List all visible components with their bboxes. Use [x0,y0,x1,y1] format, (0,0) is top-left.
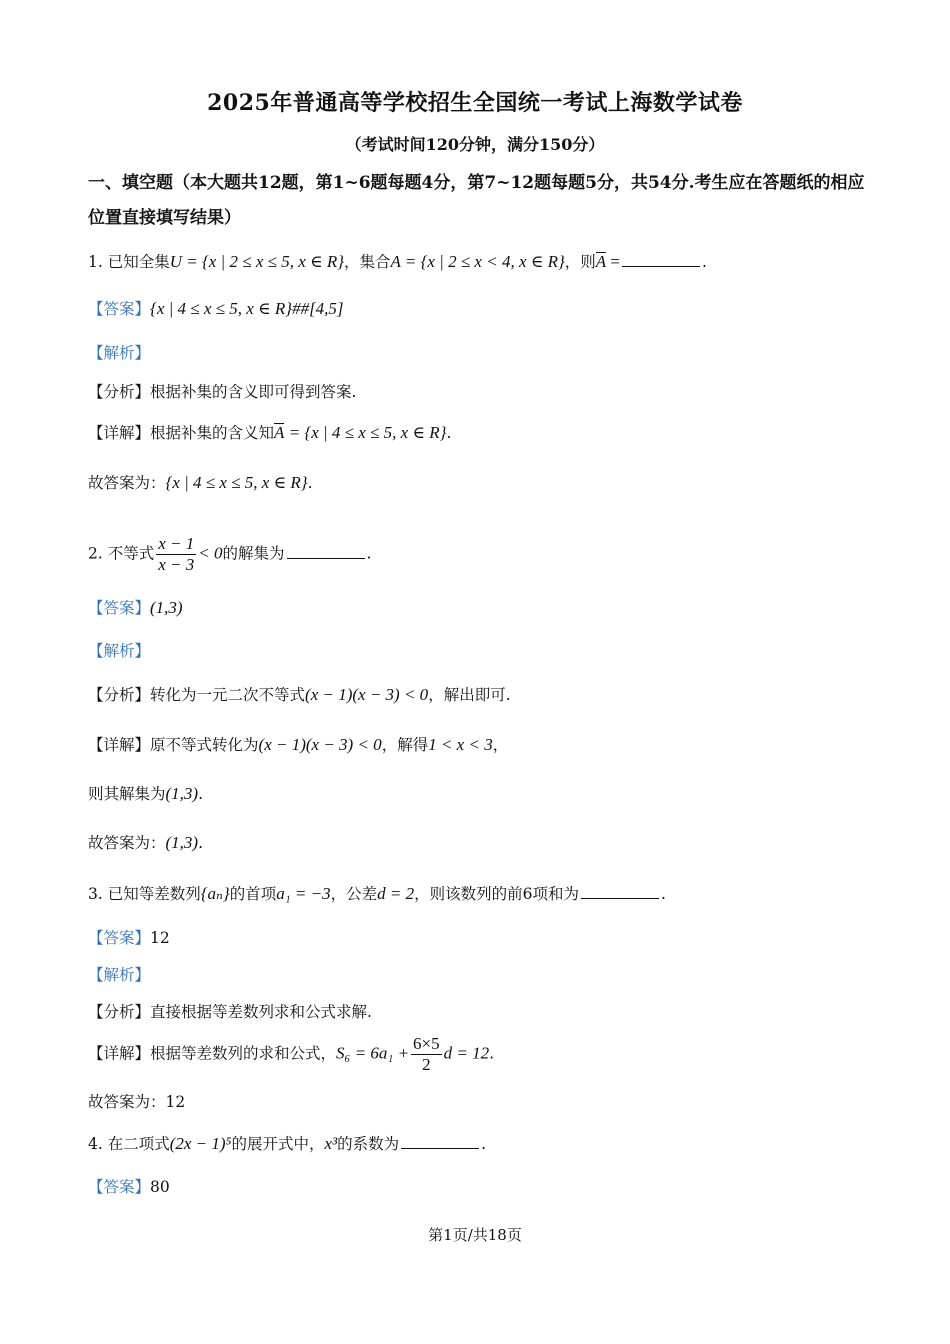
question-1 [88,250,707,274]
q2-analysis-line [88,639,150,663]
q3-mid2: ，公差 [330,885,378,903]
q1-detail-text: 根据补集的含义知 [150,424,275,442]
q3-answer-tag: 【答案】 [88,929,151,947]
q2-then-line [88,782,203,806]
q4-answer-line [88,1175,170,1199]
q3-detail-line: 【详解】根据等差数列的求和公式，S₆ = 6a₁ + $\frac{6\times 5}{2}$ d = 12. [88,1034,495,1074]
q1-blank [622,252,700,267]
q1-final: {x | 4 ≤ x ≤ 5, x ∈ R} [165,473,308,492]
q2-fenxi-end: ，解出即可. [428,686,511,704]
q3-d: d = 2 [377,884,415,903]
q2-answer: (1,3) [150,598,183,617]
q3-fenxi-tag: 【分析】 [88,1003,151,1021]
q1-end: ，则 [564,253,596,271]
q4-prefix: 4. 在二项式 [88,1135,170,1153]
q2-answer-line [88,596,183,620]
q3-seq: {aₙ} [200,884,230,903]
q3-frac-den: 2 [422,1055,431,1074]
q1-mid: ，集合 [344,253,391,271]
q2-fraction [156,534,196,575]
page-title: 2025年普通高等学校招生全国统一考试上海数学试卷 [207,90,743,116]
q1-detail-tag: 【详解】 [88,424,151,442]
q2-then-math: (1,3) [165,784,199,803]
q1-detail-complement: A [274,423,285,442]
q3-fenxi-line [88,1000,372,1024]
q2-detail-text: 原不等式转化为 [150,736,259,754]
q4-answer-tag: 【答案】 [88,1178,151,1196]
q1-detail-line: 【详解】根据补集的含义知A = {x | 4 ≤ x ≤ 5, x ∈ R}. [88,423,452,442]
q1-answer-line [88,297,344,321]
q1-analysis-line [88,341,150,365]
q2-frac-num: x − 1 [158,534,195,553]
q2-analysis-tag: 【解析】 [88,642,151,660]
q1-final-line: 故答案为：{x | 4 ≤ x ≤ 5, x ∈ R}. [88,473,313,492]
q3-fraction [411,1034,442,1075]
q3-mid1: 的首项 [229,885,277,903]
q2-detail-math: (x − 1)(x − 3) < 0 [258,735,382,754]
page-footer: 第1页/共18页 [428,1226,522,1244]
q4-expr: (2x − 1)⁵ [169,1134,232,1153]
q1-answer: {x | 4 ≤ x ≤ 5, x ∈ R} [150,299,293,318]
q3-detail-lhs: S₆ = 6a₁ + [336,1043,410,1063]
q3-final-label: 故答案为： [88,1093,166,1111]
q2-then-end: . [198,785,204,803]
q2-fenxi-math: (x − 1)(x − 3) < 0 [305,685,429,704]
q3-analysis-tag: 【解析】 [88,966,151,984]
q3-fenxi-text: 直接根据等差数列求和公式求解. [150,1003,372,1021]
q1-answer-alt: [4,5] [309,299,344,318]
q2-final-line: 故答案为：(1,3). [88,833,204,852]
q2-detail-math2: 1 < x < 3 [428,735,493,754]
q2-final: (1,3) [165,833,199,852]
question-2 [88,534,371,575]
q3-final: 12 [165,1093,186,1111]
q3-prefix: 3. 已知等差数列 [88,885,201,903]
q3-answer: 12 [150,929,170,947]
q1-fenxi-tag: 【分析】 [88,383,151,401]
q1-eq: = [606,252,621,271]
q1-fenxi-text: 根据补集的含义即可得到答案. [150,383,357,401]
q2-period: . [366,544,372,563]
q2-prefix: 2. 不等式 [88,544,155,563]
q3-suffix: ，则该数列的前6项和为 [414,885,579,903]
q2-suffix: 的解集为 [222,544,285,563]
question-3 [88,882,666,906]
q2-final-label: 故答案为： [88,834,166,852]
q1-fenxi-line [88,380,356,404]
q3-answer-line [88,926,170,950]
q2-detail-line [88,733,508,757]
q1-analysis-tag: 【解析】 [88,344,151,362]
q3-detail-rhs: d = 12 [443,1043,490,1063]
q1-answer-sep: ## [292,299,310,318]
q4-blank [401,1134,479,1149]
q4-period: . [481,1135,487,1153]
q2-answer-tag: 【答案】 [88,599,151,617]
question-4 [88,1132,486,1156]
q2-detail-tag: 【详解】 [88,736,151,754]
q1-detail-math: = {x | 4 ≤ x ≤ 5, x ∈ R} [284,423,447,442]
q1-set-a: A = {x | 2 ≤ x < 4, x ∈ R} [390,252,565,271]
q4-mid: 的展开式中， [231,1135,325,1153]
q2-fenxi-tag: 【分析】 [88,686,151,704]
q3-frac-num: 6×5 [413,1034,440,1053]
q2-fenxi-line [88,683,511,707]
q4-answer: 80 [150,1178,170,1196]
q1-complement: A [595,252,607,271]
q2-detail-mid: ，解得 [381,736,429,754]
q2-blank [287,544,365,559]
q1-set-u: U = {x | 2 ≤ x ≤ 5, x ∈ R} [169,252,345,271]
q1-prefix: 1. 已知全集 [88,253,170,271]
q1-final-label: 故答案为： [88,474,166,492]
q3-detail-text: 根据等差数列的求和公式， [150,1044,337,1063]
page-subtitle: （考试时间120分钟，满分150分） [345,135,605,154]
q2-fenxi-text: 转化为一元二次不等式 [150,686,306,704]
section-heading: 一、填空题（本大题共12题，第1~6题每题4分，第7~12题每题5分，共54分.考生应在答题纸的相应位置直接填写结果） [88,173,865,228]
q4-suffix: 的系数为 [337,1135,400,1153]
q3-period: . [660,885,666,903]
q2-rel: < 0 [198,543,223,563]
q1-answer-tag: 【答案】 [88,300,151,318]
q3-detail-tag: 【详解】 [88,1044,151,1063]
q3-blank [581,884,659,899]
q3-final-line [88,1090,185,1114]
q2-detail-end: ， [492,736,509,754]
q1-period: . [702,253,707,271]
q2-then-text: 则其解集为 [88,785,166,803]
q4-x3: x³ [324,1134,338,1153]
q3-a1: a₁ = −3 [276,884,331,903]
q3-analysis-line [88,963,150,987]
q2-frac-den: x − 3 [158,555,195,574]
